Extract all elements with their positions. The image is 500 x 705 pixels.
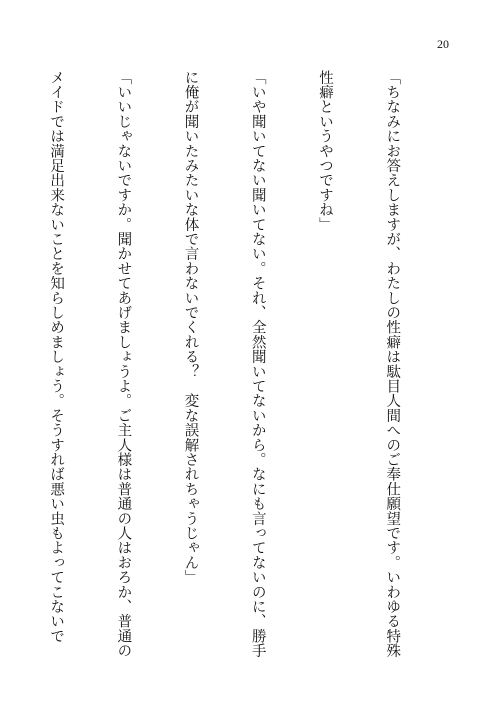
text-line: 「いいじゃないですか。聞かせてあげましょうよ。ご主人様は普通の人はおろか、普通の <box>115 70 132 658</box>
text-line: メイドでは満足出来ないことを知らしめましょう。そうすれば悪い虫もよってこないで <box>48 70 65 644</box>
novel-text-body <box>0 70 448 660</box>
text-line: 性癖というやつですね」 <box>316 70 333 232</box>
text-line: 「いや聞いてない聞いてない。それ、全然聞いてないから。なにも言ってないのに、勝手 <box>249 70 266 658</box>
text-line: 「ちなみにお答えしますが、わたしの性癖は駄目人間へのご奉仕願望です。いわゆる特殊 <box>384 70 401 658</box>
page-number: 20 <box>437 37 449 51</box>
text-line: に俺が聞いたみたいな体で言わないでくれる？ 変な誤解されちゃうじゃん」 <box>182 70 199 585</box>
